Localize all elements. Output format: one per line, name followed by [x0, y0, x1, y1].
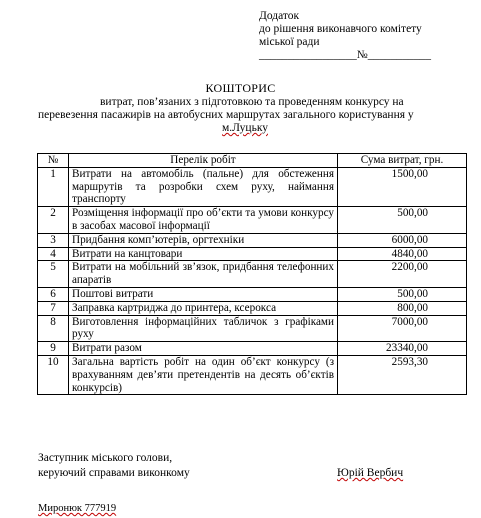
row-num: 5	[38, 261, 69, 288]
table-row	[38, 167, 467, 206]
table-row	[38, 261, 467, 288]
appendix-line-4: _________________№___________	[259, 49, 431, 61]
row-sum: 500,00	[338, 287, 467, 301]
header-work: Перелік робіт	[69, 154, 338, 168]
subtitle-line-1: витрат, пов’язаних з підготовкою та проведенням конкурсу на	[100, 96, 404, 108]
document-subtitle	[38, 96, 458, 135]
row-work: Витрати на мобільний зв’язок, придбання телефонних апаратів	[69, 261, 338, 288]
row-num: 2	[38, 207, 69, 234]
row-num: 3	[38, 233, 69, 247]
row-work: Виготовлення інформаційних табличок з графіками руху	[69, 315, 338, 342]
row-sum: 4840,00	[338, 247, 467, 261]
header-sum: Сума витрат, грн.	[338, 154, 467, 168]
table-row	[38, 301, 467, 315]
signature-position-line-2: керуючий справами виконкому	[38, 467, 190, 479]
appendix-line-3: міської ради	[259, 36, 320, 48]
row-sum: 2200,00	[338, 261, 467, 288]
row-sum: 500,00	[338, 207, 467, 234]
row-sum: 7000,00	[338, 315, 467, 342]
table-row	[38, 233, 467, 247]
row-work: Придбання комп’ютерів, оргтехніки	[69, 233, 338, 247]
row-num: 1	[38, 167, 69, 206]
row-num: 9	[38, 342, 69, 356]
document-title: КОШТОРИС	[205, 81, 276, 95]
row-sum: 23340,00	[338, 342, 467, 356]
table-row	[38, 287, 467, 301]
table-row	[38, 247, 467, 261]
footer-executor: Миронюк 777919	[38, 503, 117, 514]
appendix-block	[259, 10, 459, 62]
appendix-line-1: Додаток	[259, 10, 300, 22]
row-sum: 2593,30	[338, 355, 467, 394]
estimate-table	[37, 153, 467, 395]
row-sum: 6000,00	[338, 233, 467, 247]
subtitle-line-2: перевезення пасажирів на автобусних маршрутах загального користування у	[38, 109, 414, 121]
row-work: Загальна вартість робіт на один об’єкт конкурсу (з врахуванням дев’яти претендентів на десять об’єктів конкурсів)	[69, 355, 338, 394]
subtitle-line-3: м.Луцьку	[222, 122, 268, 134]
row-num: 4	[38, 247, 69, 261]
row-sum: 1500,00	[338, 167, 467, 206]
row-sum: 800,00	[338, 301, 467, 315]
appendix-line-2: до рішення виконавчого комітету	[259, 23, 422, 35]
row-work: Розміщення інформації про об’єкти та умови конкурсу в засобах масової інформації	[69, 207, 338, 234]
row-work: Поштові витрати	[69, 287, 338, 301]
table-row	[38, 207, 467, 234]
signer-name: Юрій Вербич	[337, 467, 404, 479]
row-num: 10	[38, 355, 69, 394]
row-num: 7	[38, 301, 69, 315]
row-num: 8	[38, 315, 69, 342]
row-work: Заправка картриджа до принтера, ксерокса	[69, 301, 338, 315]
table-row	[38, 355, 467, 394]
header-num: №	[38, 154, 69, 168]
row-work: Витрати на канцтовари	[69, 247, 338, 261]
table-row	[38, 342, 467, 356]
row-work: Витрати на автомобіль (пальне) для обстеження маршрутів та розробки схем руху, наймання транспорту	[69, 167, 338, 206]
signature-position-line-1: Заступник міського голови,	[38, 452, 173, 464]
row-num: 6	[38, 287, 69, 301]
table-row	[38, 315, 467, 342]
table-header-row	[38, 154, 467, 168]
row-work: Витрати разом	[69, 342, 338, 356]
